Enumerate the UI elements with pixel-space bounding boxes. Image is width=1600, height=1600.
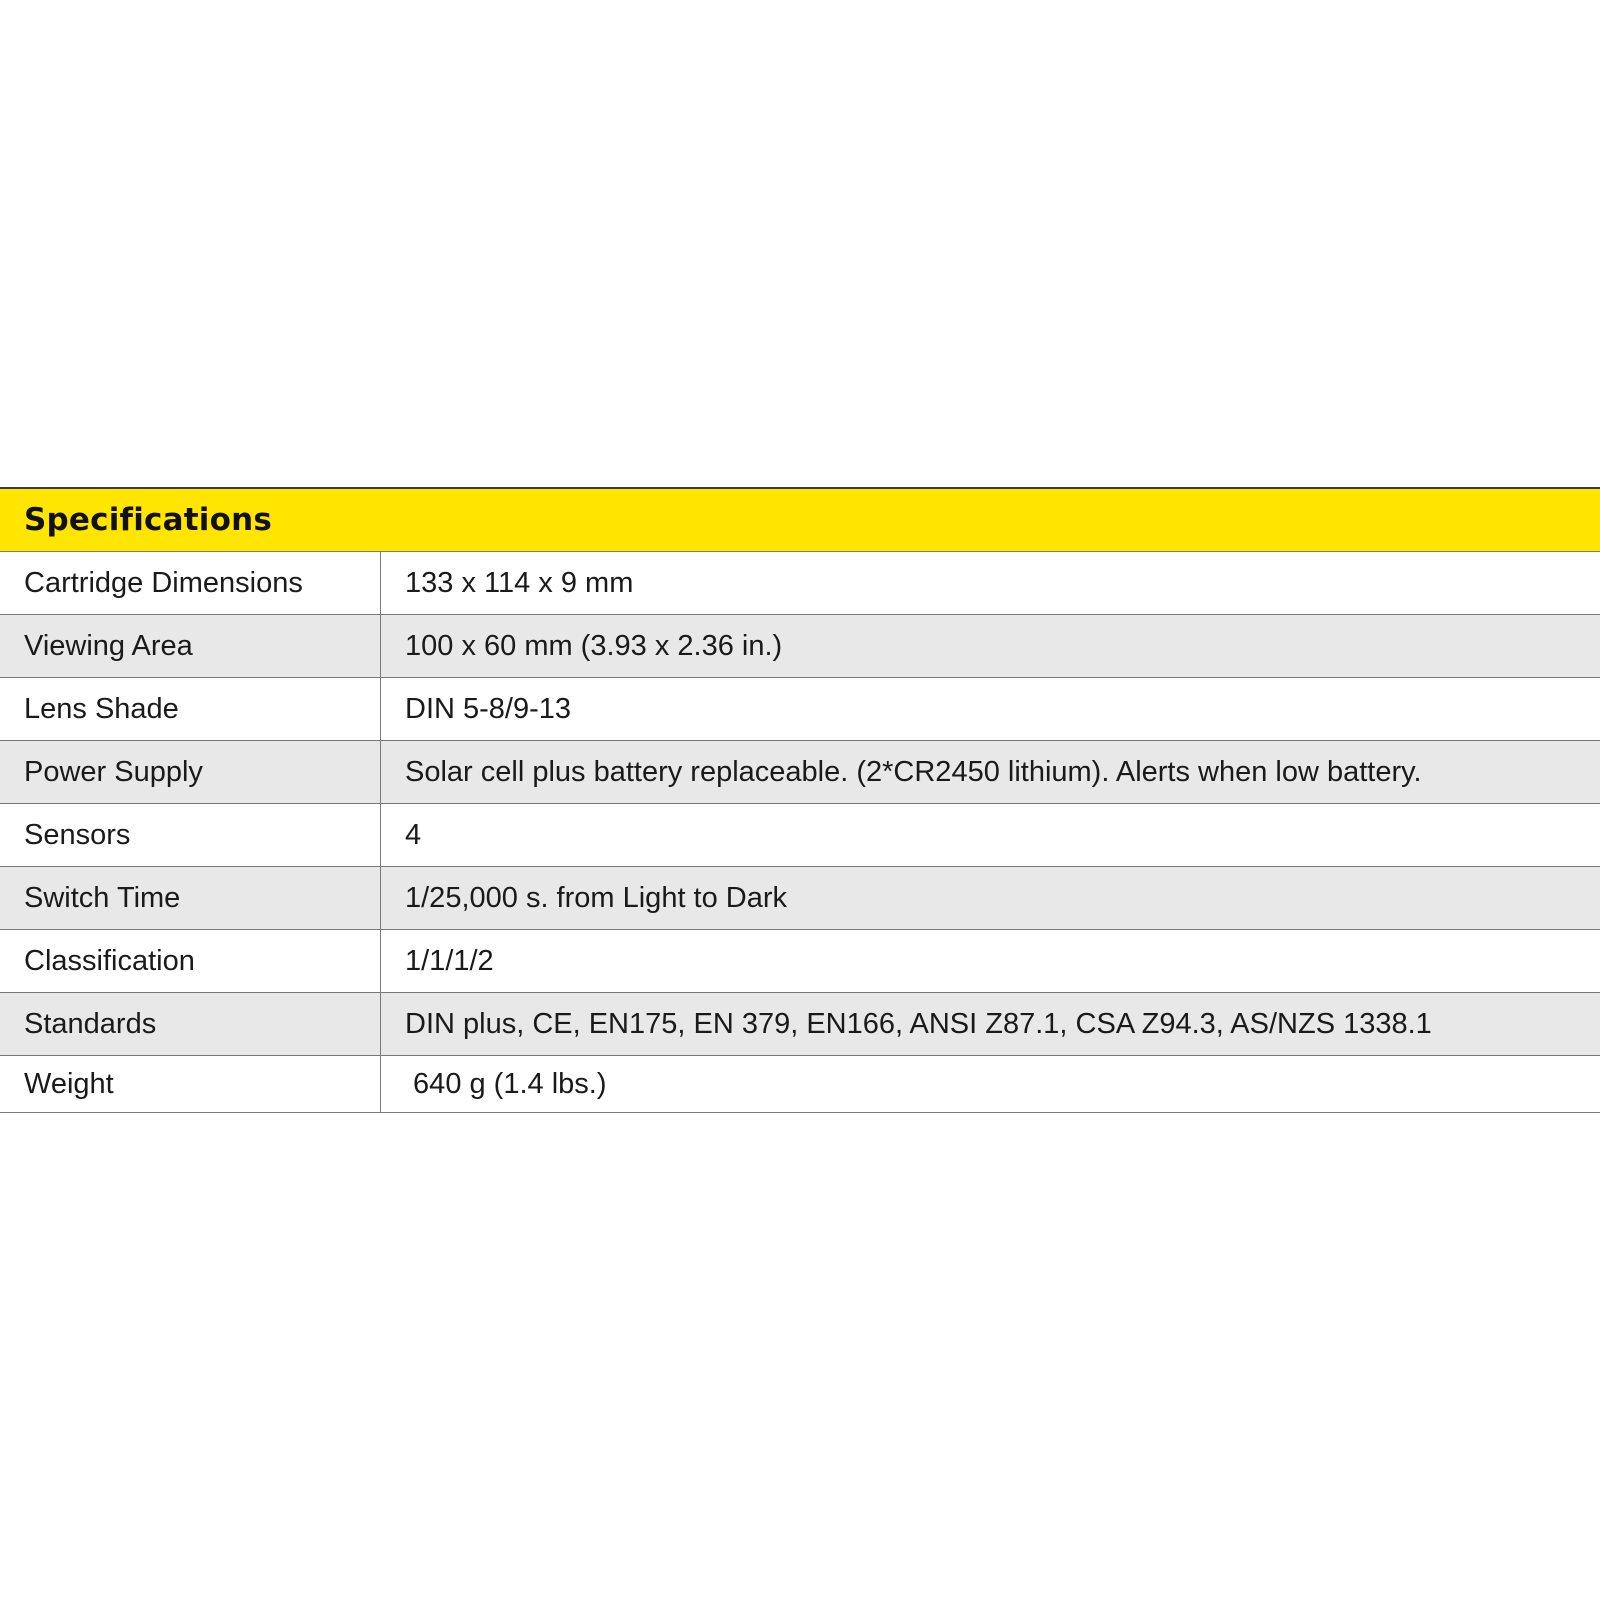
row-value: 1/25,000 s. from Light to Dark [381, 867, 1600, 930]
specifications-table [0, 487, 1600, 1113]
row-value: DIN 5-8/9-13 [381, 678, 1600, 741]
row-value: DIN plus, CE, EN175, EN 379, EN166, ANSI Z87.1, CSA Z94.3, AS/NZS 1338.1 [381, 993, 1600, 1056]
row-value: 640 g (1.4 lbs.) [381, 1056, 1600, 1113]
row-label: Power Supply [0, 741, 381, 804]
row-value: 133 x 114 x 9 mm [381, 552, 1600, 615]
row-value: 100 x 60 mm (3.93 x 2.36 in.) [381, 615, 1600, 678]
row-label: Weight [0, 1056, 381, 1113]
row-label: Viewing Area [0, 615, 381, 678]
row-label: Switch Time [0, 867, 381, 930]
table-header-row [0, 488, 1600, 552]
row-label: Standards [0, 993, 381, 1056]
table-body [0, 552, 1600, 1113]
table-row [0, 867, 1600, 930]
row-label: Sensors [0, 804, 381, 867]
table-row [0, 930, 1600, 993]
table-row [0, 615, 1600, 678]
row-value: 1/1/1/2 [381, 930, 1600, 993]
row-label: Classification [0, 930, 381, 993]
row-value: Solar cell plus battery replaceable. (2*CR2450 lithium). Alerts when low battery. [381, 741, 1600, 804]
table-row [0, 1056, 1600, 1113]
table-row [0, 552, 1600, 615]
row-label: Cartridge Dimensions [0, 552, 381, 615]
table-row [0, 678, 1600, 741]
table-row [0, 804, 1600, 867]
row-value: 4 [381, 804, 1600, 867]
table-row [0, 741, 1600, 804]
row-label: Lens Shade [0, 678, 381, 741]
table-title: Specifications [0, 488, 1600, 552]
table-row [0, 993, 1600, 1056]
